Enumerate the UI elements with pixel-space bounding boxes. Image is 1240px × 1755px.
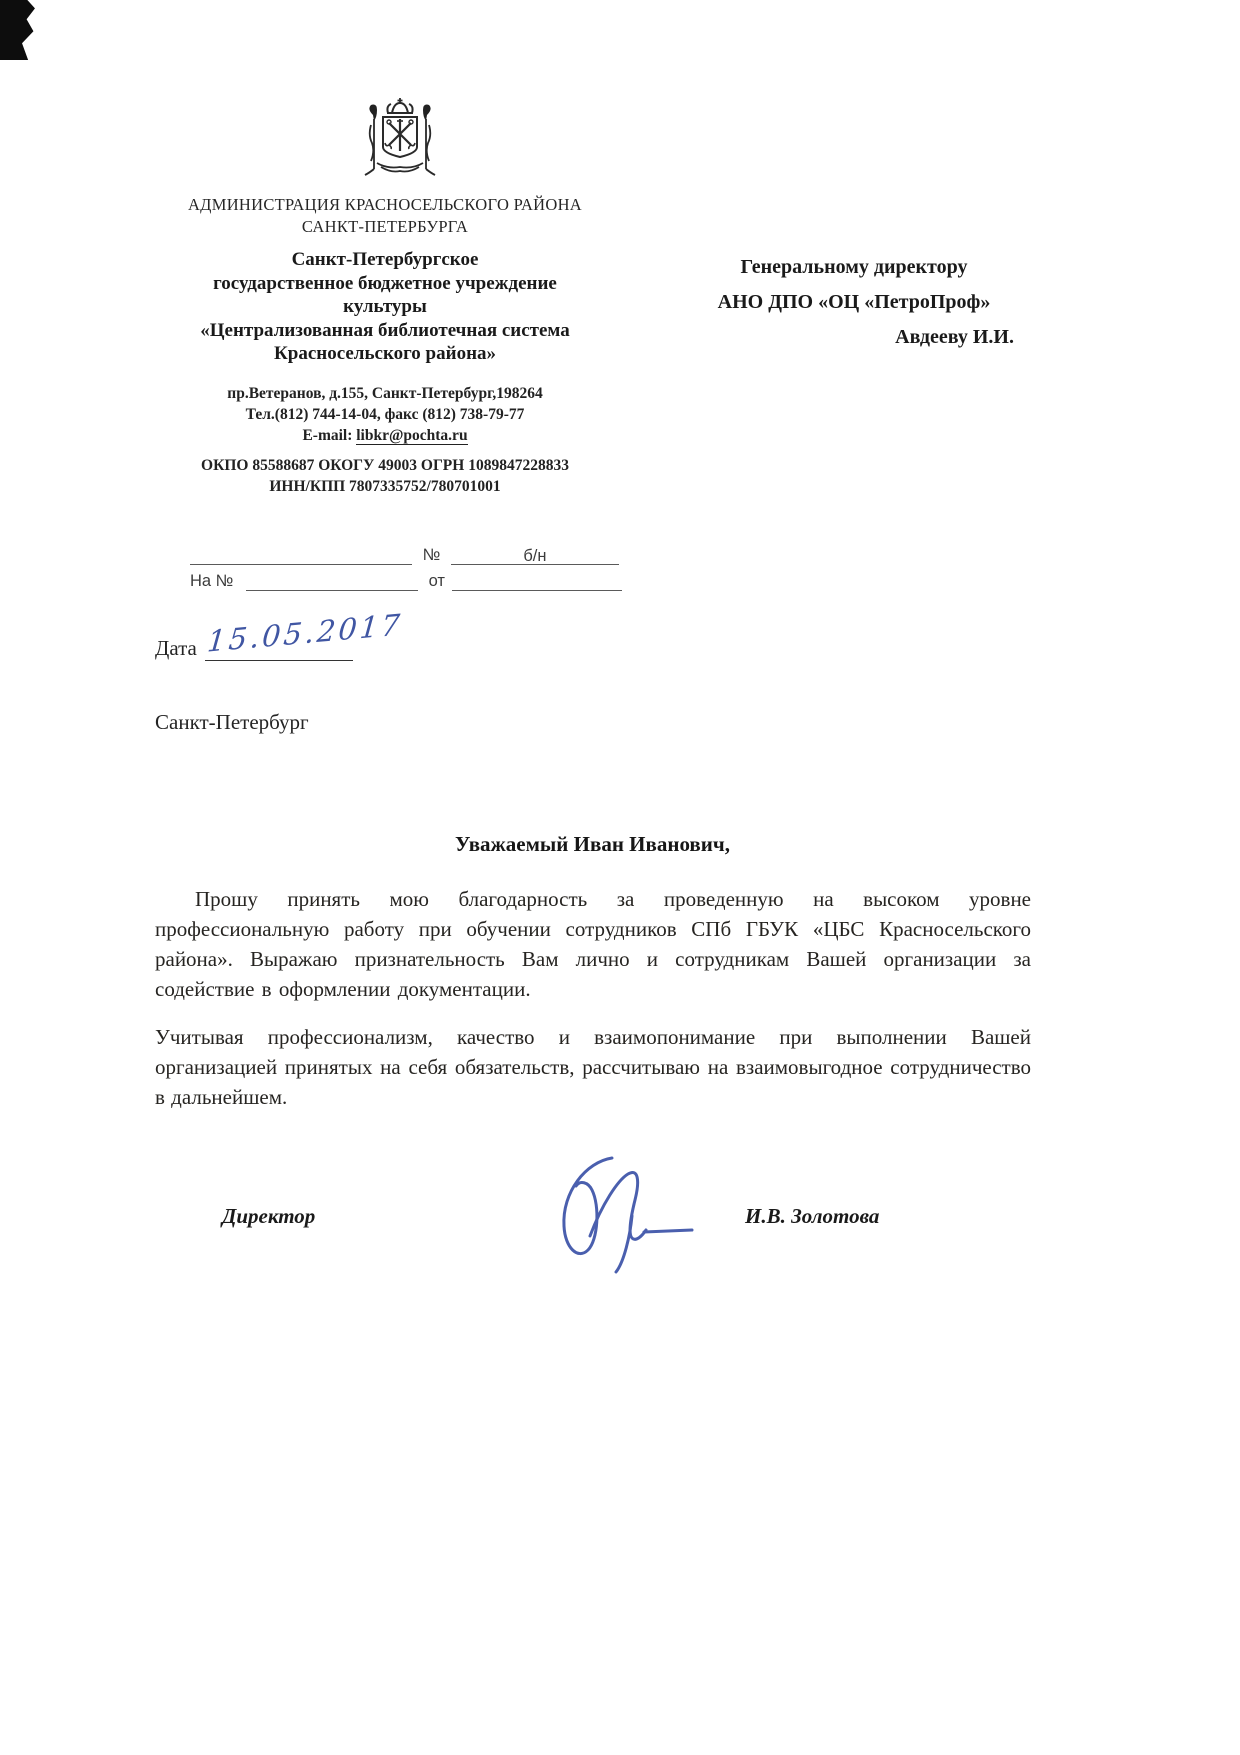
reply-reference-row: [190, 572, 622, 591]
recipient-name: Авдееву И.И.: [895, 326, 1014, 348]
body-paragraph-2: Учитывая профессионализм, качество и взаимопонимание при выполнении Вашей организацией принятых на себя обязательств, рассчитываю на взаимовыгодное сотрудничество в дальнейшем.: [155, 1025, 1031, 1109]
sender-codes-block: [150, 455, 620, 497]
codes-line2: ИНН/КПП 7807335752/780701001: [269, 478, 501, 495]
number-sign-label: №: [422, 546, 441, 564]
org-name-line: Санкт-Петербургское: [291, 249, 479, 270]
outgoing-date-line: [190, 547, 412, 565]
recipient-block: [688, 250, 1020, 355]
date-label: Дата: [155, 636, 197, 660]
scan-artifact-mark: [0, 0, 38, 60]
sender-contact-block: [150, 383, 620, 446]
reply-date-line: [452, 573, 622, 591]
sender-address: пр.Ветеранов, д.155, Санкт-Петербург,198264: [227, 385, 543, 402]
outgoing-number-row: [190, 546, 619, 565]
signer-title: Директор: [222, 1204, 316, 1228]
outgoing-number-line: б/н: [451, 547, 619, 565]
recipient-organization: АНО ДПО «ОЦ «ПетроПроф»: [717, 291, 991, 313]
authority-line2: САНКТ-ПЕТЕРБУРГА: [301, 217, 469, 236]
signer-name: И.В. Золотова: [745, 1204, 880, 1228]
reply-label: На №: [190, 572, 234, 590]
date-row: [155, 607, 405, 661]
sender-email-row: [150, 425, 620, 446]
org-name-line: «Централизованная библиотечная система: [200, 319, 570, 341]
authority-line1: АДМИНИСТРАЦИЯ КРАСНОСЕЛЬСКОГО РАЙОНА: [187, 195, 583, 214]
handwritten-date: 15.05.2017: [205, 607, 405, 659]
sender-organization-name: [150, 248, 620, 366]
reply-number-line: [246, 573, 418, 591]
authority-header: [150, 194, 620, 238]
body-paragraph-1: Прошу принять мою благодарность за проведенную на высоком уровне профессиональную работу при обучении сотрудников СПб ГБУК «ЦБС Красносельского района». Выражаю признательность Вам лично и сотрудникам Вашей организации за содействие в оформлении документации.: [155, 887, 1031, 1001]
place-line: Санкт-Петербург: [155, 710, 309, 734]
org-name-line: государственное бюджетное учреждение: [213, 272, 557, 294]
recipient-position: Генеральному директору: [740, 256, 968, 278]
org-name-line: культуры: [343, 296, 427, 317]
codes-line1: ОКПО 85588687 ОКОГУ 49003 ОГРН 1089847228833: [201, 457, 569, 474]
handwritten-signature-icon: [520, 1140, 710, 1280]
salutation: Уважаемый Иван Иванович,: [455, 832, 730, 856]
saint-petersburg-coat-of-arms-icon: [347, 95, 453, 197]
date-underline: [205, 607, 405, 661]
email-label: E-mail:: [302, 427, 353, 444]
email-value: libkr@pochta.ru: [356, 427, 468, 444]
sender-phone: Тел.(812) 744-14-04, факс (812) 738-79-77: [245, 406, 525, 423]
from-label: от: [428, 572, 445, 590]
org-name-line: Красносельского района»: [273, 343, 497, 364]
